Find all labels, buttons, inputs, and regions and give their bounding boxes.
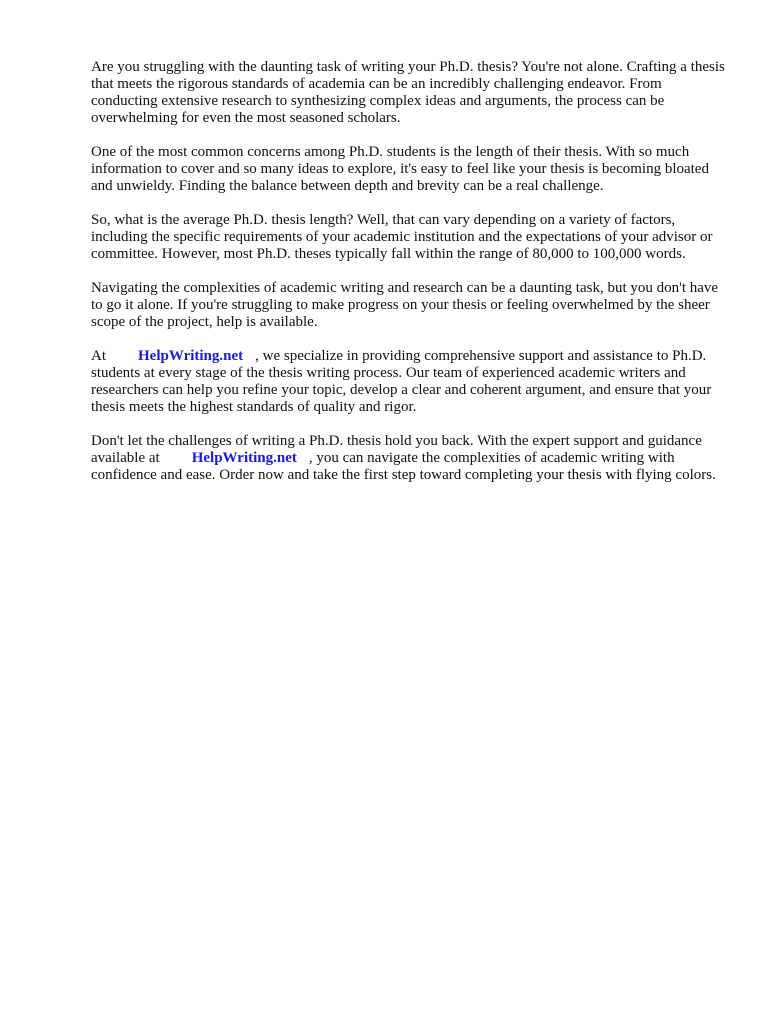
paragraph-service	[91, 348, 731, 416]
document-body	[91, 59, 731, 501]
paragraph-average-length: So, what is the average Ph.D. thesis length? Well, that can vary depending on a variety of factors, including the specific requirements of your academic institution and the expectations of your advisor or committee. However, most Ph.D. theses typically fall within the range of 80,000 to 100,000 words.	[91, 212, 713, 262]
helpwriting-link[interactable]: HelpWriting.net	[138, 348, 244, 364]
cta-text-before: Don't let the challenges of writing a Ph.D. thesis hold you back. With the expert support and guidance available at	[91, 433, 702, 466]
paragraph-help-available: Navigating the complexities of academic writing and research can be a daunting task, but you don't have to go it alone. If you're struggling to make progress on your thesis or feeling overwhelmed by the sheer scope of the project, help is available.	[91, 280, 719, 330]
paragraph-call-to-action	[91, 433, 731, 484]
service-text-after: , we specialize in providing comprehensive support and assistance to Ph.D. students at every stage of the thesis writing process. Our team of experienced academic writers and researchers can help you refine your topic, develop a clear and coherent argument, and ensure that your thesis meets the highest standards of quality and rigor.	[91, 348, 712, 415]
service-text-before: At	[91, 348, 106, 364]
cta-text-after: , you can navigate the complexities of academic writing with confidence and ease. Order now and take the first step toward completing your thesis with flying colors.	[91, 450, 716, 483]
paragraph-intro: Are you struggling with the daunting task of writing your Ph.D. thesis? You're not alone. Crafting a thesis that meets the rigorous standards of academia can be an incredibly challenging endeavor. From conducting extensive research to synthesizing complex ideas and arguments, the process can be overwhelming for even the most seasoned scholars.	[91, 59, 725, 126]
helpwriting-link-cta[interactable]: HelpWriting.net	[191, 450, 297, 466]
paragraph-length-concerns: One of the most common concerns among Ph.D. students is the length of their thesis. With so much information to cover and so many ideas to explore, it's easy to feel like your thesis is becoming bloated and unwieldy. Finding the balance between depth and brevity can be a real challenge.	[91, 144, 709, 194]
